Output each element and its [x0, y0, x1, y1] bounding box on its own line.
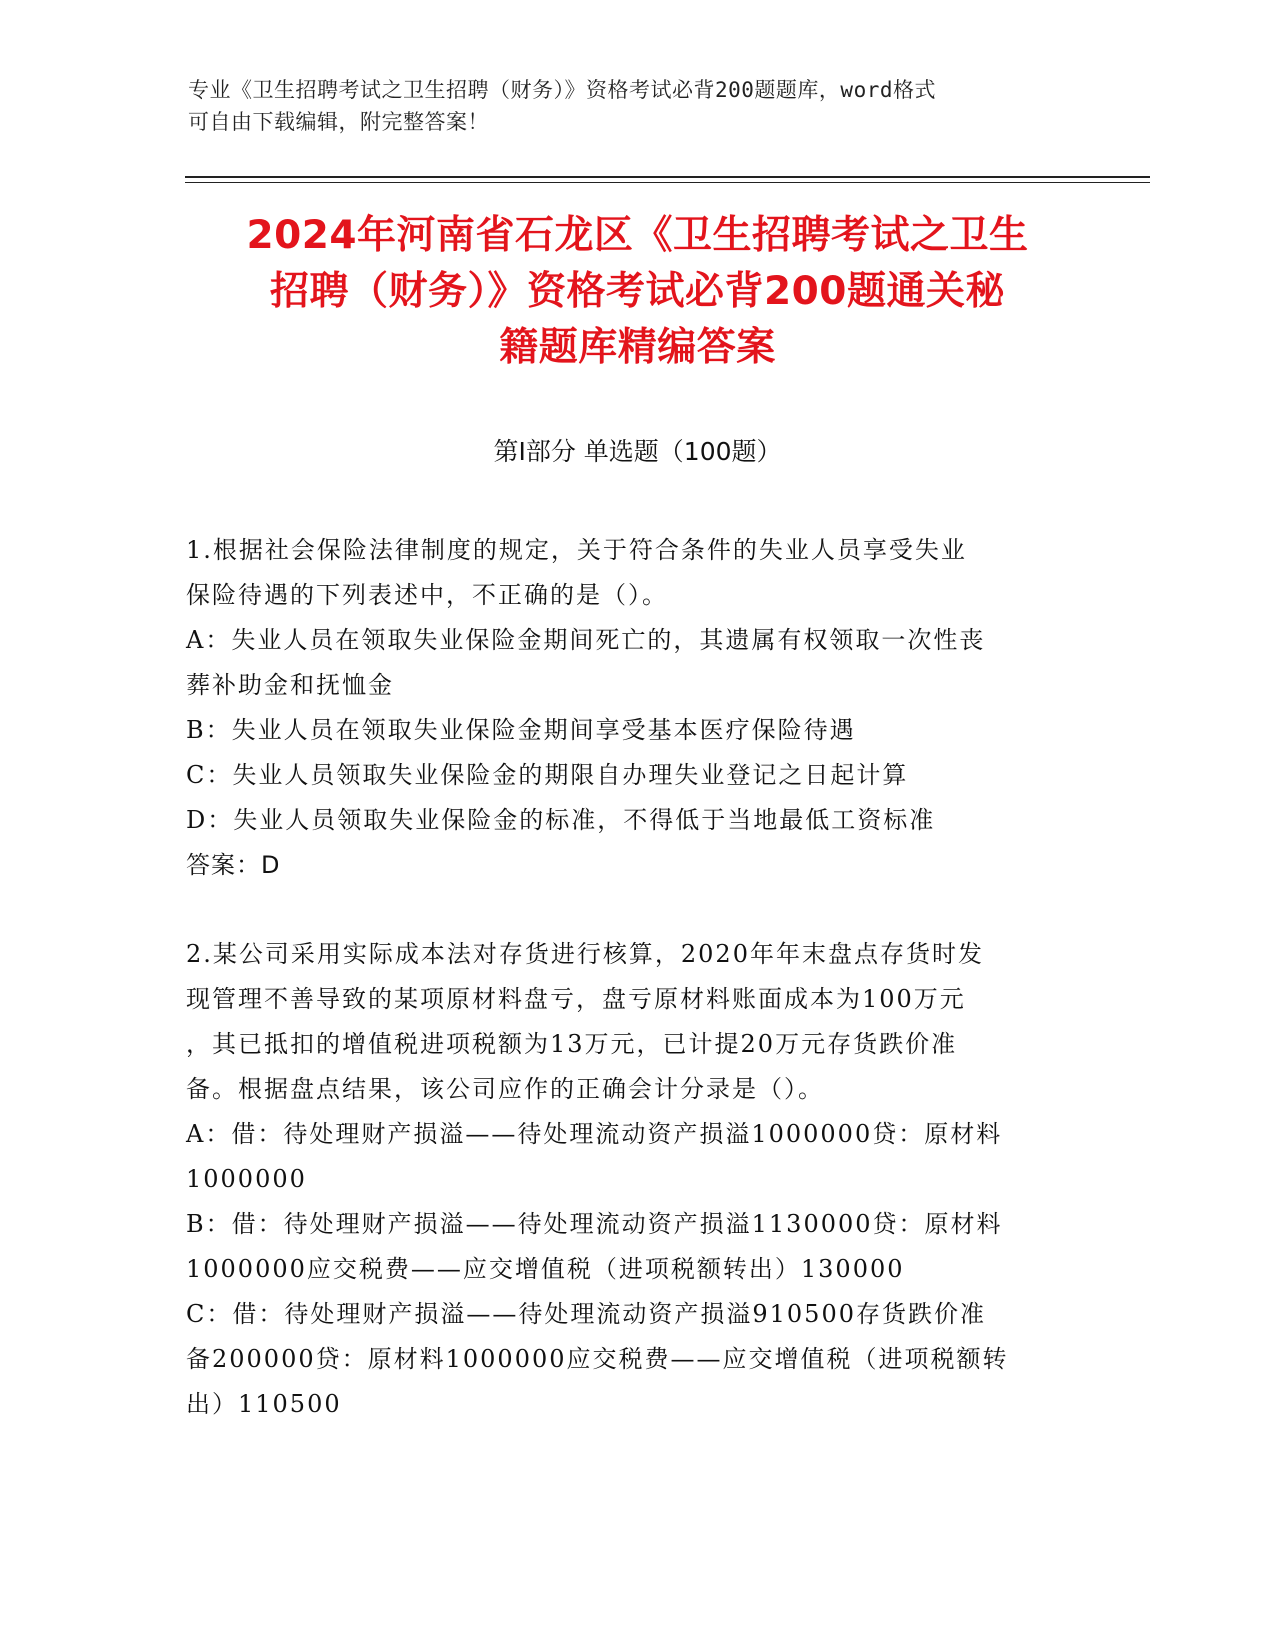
header-note-line: 可自由下载编辑，附完整答案！ [188, 110, 489, 134]
header-divider [185, 176, 1150, 178]
option-c-continued: 备200000贷：原材料1000000应交税费——应交增值税（进项税额转 [186, 1345, 1009, 1373]
question-item [186, 932, 1066, 1427]
document-title [150, 208, 1125, 376]
question-item [186, 528, 1066, 888]
title-line: 2024年河南省石龙区《卫生招聘考试之卫生 [246, 213, 1029, 258]
option-b: B：失业人员在领取失业保险金期间享受基本医疗保险待遇 [186, 716, 856, 744]
title-line: 招聘（财务）》资格考试必背200题通关秘 [270, 269, 1005, 314]
option-b: B：借：待处理财产损溢——待处理流动资产损溢1130000贷：原材料 [186, 1210, 1003, 1238]
option-c: C：借：待处理财产损溢——待处理流动资产损溢910500存货跌价准 [186, 1300, 986, 1328]
question-stem: 备。根据盘点结果，该公司应作的正确会计分录是（）。 [186, 1075, 824, 1103]
question-stem: 1.根据社会保险法律制度的规定，关于符合条件的失业人员享受失业 [186, 536, 967, 564]
question-stem: 现管理不善导致的某项原材料盘亏，盘亏原材料账面成本为100万元 [186, 985, 966, 1013]
header-note-line: 专业《卫生招聘考试之卫生招聘（财务）》资格考试必背200题题库，word格式 [188, 78, 936, 102]
section-heading: 第Ⅰ部分 单选题（100题） [493, 437, 782, 466]
answer-key: 答案：D [186, 851, 281, 879]
question-stem: 2.某公司采用实际成本法对存货进行核算，2020年年末盘点存货时发 [186, 940, 984, 968]
option-a: A：借：待处理财产损溢——待处理流动资产损溢1000000贷：原材料 [186, 1120, 1003, 1148]
option-c: C：失业人员领取失业保险金的期限自办理失业登记之日起计算 [186, 761, 909, 789]
option-d: D：失业人员领取失业保险金的标准，不得低于当地最低工资标准 [186, 806, 936, 834]
option-c-continued: 出）110500 [186, 1390, 342, 1418]
option-a-continued: 葬补助金和抚恤金 [186, 671, 394, 699]
option-a-continued: 1000000 [186, 1165, 307, 1193]
header-note [188, 74, 1068, 138]
title-line: 籍题库精编答案 [499, 325, 776, 370]
question-stem: 保险待遇的下列表述中，不正确的是（）。 [186, 581, 668, 609]
option-a: A：失业人员在领取失业保险金期间死亡的，其遗属有权领取一次性丧 [186, 626, 986, 654]
question-stem: ，其已抵扣的增值税进项税额为13万元，已计提20万元存货跌价准 [186, 1030, 958, 1058]
option-b-continued: 1000000应交税费——应交增值税（进项税额转出）130000 [186, 1255, 905, 1283]
header-divider-thin [185, 182, 1150, 183]
